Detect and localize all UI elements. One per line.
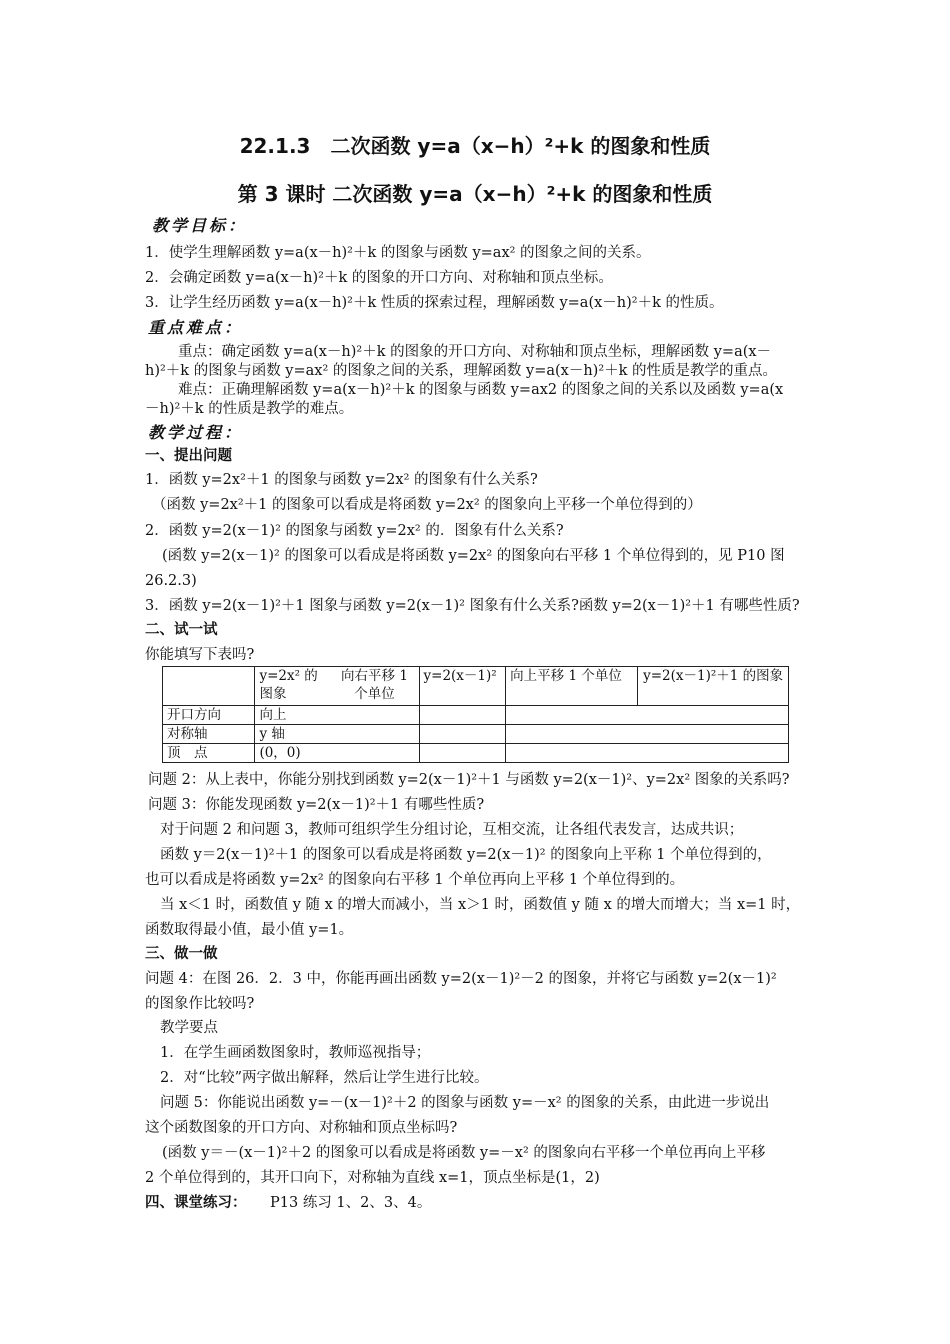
table-header-cell: 向上平移 1 个单位 xyxy=(506,667,638,706)
text-line: 函数取得最小值，最小值 y=1。 xyxy=(145,922,354,938)
text-line: 函数 y＝2(x－1)²＋1 的图象可以看成是将函数 y=2(x－1)² 的图象向上平称 1 个单位得到的， xyxy=(160,847,772,863)
text-line: 2．函数 y=2(x－1)² 的图象与函数 y=2x² 的．图象有什么关系? xyxy=(145,523,564,539)
text-line: 2．对“比较”两字做出解释，然后让学生进行比较。 xyxy=(160,1070,489,1086)
table-header-cell: y=2(x－1)² xyxy=(419,667,506,706)
keypoints-line: －h)²＋k 的性质是教学的难点。 xyxy=(145,401,354,417)
text-line: 问题 5：你能说出函数 y=－(x－1)²＋2 的图象与函数 y=－x² 的图象的关系，由此进一步说出 xyxy=(160,1095,770,1111)
table-cell: (0，0) xyxy=(255,744,419,763)
keypoints-line: 难点：正确理解函数 y=a(x－h)²＋k 的图象与函数 y=ax2 的图象之间的关系以及函数 y=a(x xyxy=(178,382,784,398)
keypoints-heading: 重点难点： xyxy=(148,318,244,337)
fill-in-table xyxy=(162,666,789,763)
text-line: 你能填写下表吗? xyxy=(145,647,255,663)
table-cell: 开口方向 xyxy=(163,706,255,725)
text-line: 对于问题 2 和问题 3，教师可组织学生分组讨论，互相交流，让各组代表发言，达成共识； xyxy=(160,822,744,838)
table-row xyxy=(163,744,789,763)
text-line: 问题 2：从上表中，你能分别找到函数 y=2(x－1)²＋1 与函数 y=2(x－1)²、y=2x² 图象的关系吗? xyxy=(148,772,790,788)
text-line: 这个函数图象的开口方向、对称轴和顶点坐标吗? xyxy=(145,1120,458,1136)
table-cell xyxy=(419,725,506,744)
practice-text: P13 练习 1、2、3、4。 xyxy=(270,1195,432,1211)
text-line: 3．函数 y=2(x－1)²＋1 图象与函数 y=2(x－1)² 图象有什么关系?函数 y=2(x－1)²＋1 有哪些性质? xyxy=(145,598,800,614)
table-cell: y 轴 xyxy=(255,725,419,744)
lesson-title: 第 3 课时 二次函数 y=a（x−h）²+k 的图象和性质 xyxy=(237,182,713,206)
table-cell xyxy=(506,744,789,763)
text-line: 教学要点 xyxy=(160,1020,218,1036)
page-title: 22.1.3 二次函数 y=a（x−h）²+k 的图象和性质 xyxy=(239,134,711,158)
table-cell xyxy=(506,706,789,725)
table-cell xyxy=(506,725,789,744)
text-line: 1．函数 y=2x²＋1 的图象与函数 y=2x² 的图象有什么关系? xyxy=(145,472,538,488)
text-line: (函数 y＝－(x－1)²＋2 的图象可以看成是将函数 y=－x² 的图象向右平移一个单位再向上平移 xyxy=(162,1145,766,1161)
table-cell xyxy=(163,667,255,706)
table-row xyxy=(163,706,789,725)
table-cell xyxy=(419,744,506,763)
section-heading: 三、做一做 xyxy=(145,946,218,962)
table-header-cell: y=2x² 的图象 向右平移 1 个单位 xyxy=(255,667,419,706)
process-heading: 教学过程： xyxy=(148,423,244,442)
text-line: 也可以看成是将函数 y=2x² 的图象向右平移 1 个单位再向上平移 1 个单位得到的。 xyxy=(145,872,685,888)
table-cell: 顶 点 xyxy=(163,744,255,763)
table-cell: 对称轴 xyxy=(163,725,255,744)
section-heading: 二、试一试 xyxy=(145,622,218,638)
table-cell xyxy=(419,706,506,725)
text-line: (函数 y=2(x－1)² 的图象可以看成是将函数 y=2x² 的图象向右平移 1 个单位得到的，见 P10 图 xyxy=(162,548,785,564)
objective-item: 3．让学生经历函数 y=a(x－h)²＋k 性质的探索过程，理解函数 y=a(x－h)²＋k 的性质。 xyxy=(145,295,724,311)
text-line: 当 x＜1 时，函数值 y 随 x 的增大而减小，当 x＞1 时，函数值 y 随 x 的增大而增大；当 x=1 时， xyxy=(160,897,801,913)
table-header-cell: y=2(x－1)²＋1 的图象 xyxy=(638,667,789,706)
text-line: 2 个单位得到的，其开口向下，对称轴为直线 x=1，顶点坐标是(1，2) xyxy=(145,1170,600,1186)
section-heading: 四、课堂练习： xyxy=(145,1195,247,1211)
table-row xyxy=(163,725,789,744)
text-line: 问题 3：你能发现函数 y=2(x－1)²＋1 有哪些性质? xyxy=(148,797,485,813)
table-cell: 向上 xyxy=(255,706,419,725)
keypoints-line: 重点：确定函数 y=a(x－h)²＋k 的图象的开口方向、对称轴和顶点坐标，理解函数 y=a(x－ xyxy=(178,344,772,360)
section-heading: 一、提出问题 xyxy=(145,448,232,464)
text-line: 问题 4：在图 26．2．3 中，你能再画出函数 y=2(x－1)²－2 的图象，并将它与函数 y=2(x－1)² xyxy=(145,971,777,987)
keypoints-line: h)²＋k 的图象与函数 y=ax² 的图象之间的关系，理解函数 y=a(x－h)²＋k 的性质是教学的重点。 xyxy=(145,363,778,379)
objective-item: 1．使学生理解函数 y=a(x－h)²＋k 的图象与函数 y=ax² 的图象之间的关系。 xyxy=(145,245,651,261)
text-line: 1．在学生画函数图象时，教师巡视指导； xyxy=(160,1045,431,1061)
table-header-row xyxy=(163,667,789,706)
objective-item: 2．会确定函数 y=a(x－h)²＋k 的图象的开口方向、对称轴和顶点坐标。 xyxy=(145,270,613,286)
objectives-heading: 教学目标： xyxy=(152,216,248,235)
text-line: （函数 y=2x²＋1 的图象可以看成是将函数 y=2x² 的图象向上平移一个单位得到的） xyxy=(152,497,702,513)
text-line: 的图象作比较吗? xyxy=(145,996,255,1012)
text-line: 26.2.3) xyxy=(145,573,197,589)
